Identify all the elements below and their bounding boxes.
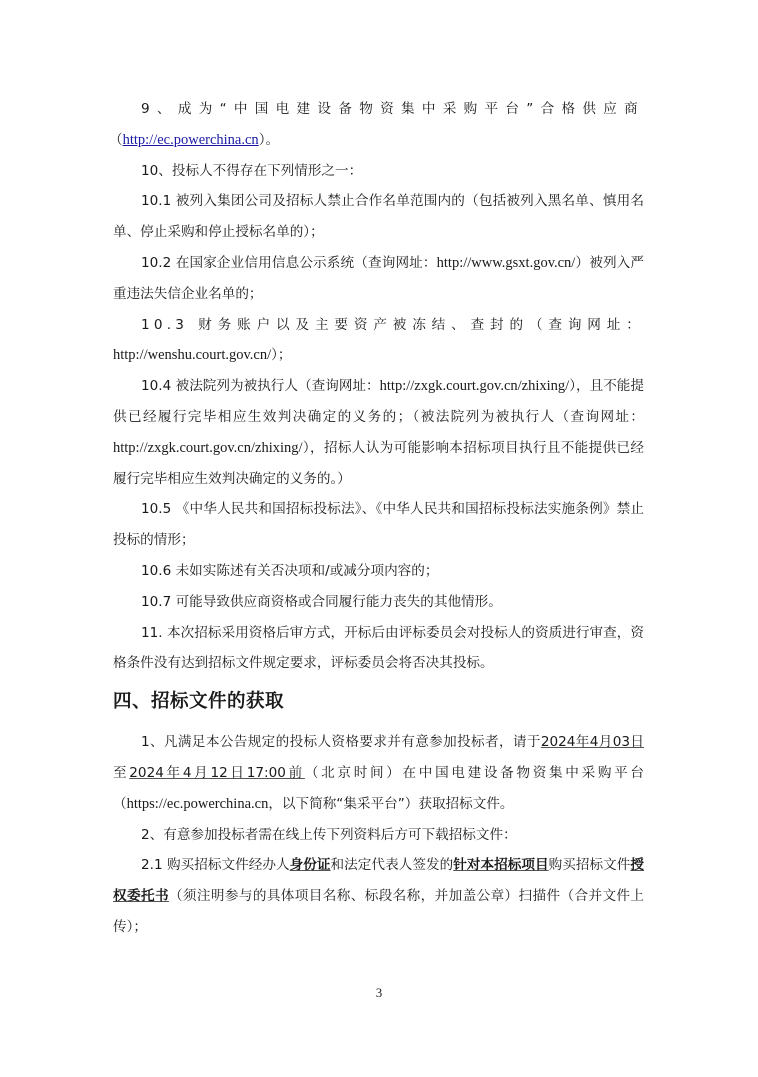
- zxgk-url-2: http://zxgk.court.gov.cn/zhixing/: [113, 439, 303, 456]
- item-9-line1: 9、成为“中国电建设备物资集中采购平台”合格供应商: [141, 101, 644, 117]
- project-emphasis: 针对本招标项目: [453, 857, 549, 874]
- item-11: 11. 本次招标采用资格后审方式，开标后由评标委员会对投标人的资质进行审查，资格条件没有达到招标文件规定要求，评标委员会将否决其投标。: [113, 624, 644, 672]
- gsxt-url: http://www.gsxt.gov.cn/: [436, 254, 576, 271]
- end-date: 2024年4月12日17:00前: [129, 764, 305, 781]
- section-4-para-2: 2、有意参加投标者需在线上传下列资料后方可下载招标文件：: [141, 826, 517, 843]
- item-9-line2: （http://ec.powerchina.cn）。: [109, 131, 280, 148]
- section-4-para-1: 1、凡满足本公告规定的投标人资格要求并有意参加投标者，请于2024年4月03日至2024年4月12日17:00前（北京时间）在中国电建设备物资集中采购平台（https://ec.powerchina.cn，以下简称“集采平台”）获取招标文件。: [113, 734, 645, 812]
- item-10-4: 10.4 被法院列为被执行人（查询网址：http://zxgk.court.gov.cn/zhixing/），且不能提供已经履行完毕相应生效判决确定的义务的；（被法院列为被执行人（查询网址：http://zxgk.court.gov.cn/zhixing/），招标人认为可能影响本招标项目执行且不能提供已经履行完毕相应生效判决确定的义务的。）: [113, 378, 645, 487]
- page-number: 3: [375, 985, 383, 1000]
- powerchina-link[interactable]: http://ec.powerchina.cn: [122, 131, 259, 148]
- wenshu-url: http://wenshu.court.gov.cn/: [113, 347, 272, 364]
- section-4-heading: 四、招标文件的获取: [113, 691, 285, 713]
- start-date: 2024年4月03日: [540, 734, 644, 751]
- item-10-5: 10.5 《中华人民共和国招标投标法》、《中华人民共和国招标投标法实施条例》禁止投标的情形；: [113, 501, 644, 549]
- item-10-2: 10.2 在国家企业信用信息公示系统（查询网址：http://www.gsxt.gov.cn/）被列入严重违法失信企业名单的；: [113, 254, 645, 302]
- zxgk-url-1: http://zxgk.court.gov.cn/zhixing/: [379, 378, 570, 395]
- item-10: 10、投标人不得存在下列情形之一：: [141, 162, 363, 179]
- id-card-emphasis: 身份证: [289, 857, 331, 874]
- item-10-6: 10.6 未如实陈述有关否决项和/或减分项内容的；: [141, 562, 439, 579]
- item-10-1: 10.1 被列入集团公司及招标人禁止合作名单范围内的（包括被列入黑名单、慎用名单、停止采购和停止授标名单的）；: [113, 193, 644, 241]
- platform-url: https://ec.powerchina.cn: [126, 795, 269, 812]
- item-10-3: 10.3 财务账户以及主要资产被冻结、查封的（查询网址：http://wenshu.court.gov.cn/）；: [113, 316, 644, 364]
- item-10-7: 10.7 可能导致供应商资格或合同履行能力丧失的其他情形。: [141, 593, 502, 610]
- authorization-emphasis: 授权委托书: [113, 857, 645, 905]
- section-4-para-2-1: 2.1 购买招标文件经办人身份证和法定代表人签发的针对本招标项目购买招标文件授权委托书（须注明参与的具体项目名称、标段名称，并加盖公章）扫描件（合并文件上传）；: [113, 857, 645, 935]
- document-body: [109, 94, 645, 943]
